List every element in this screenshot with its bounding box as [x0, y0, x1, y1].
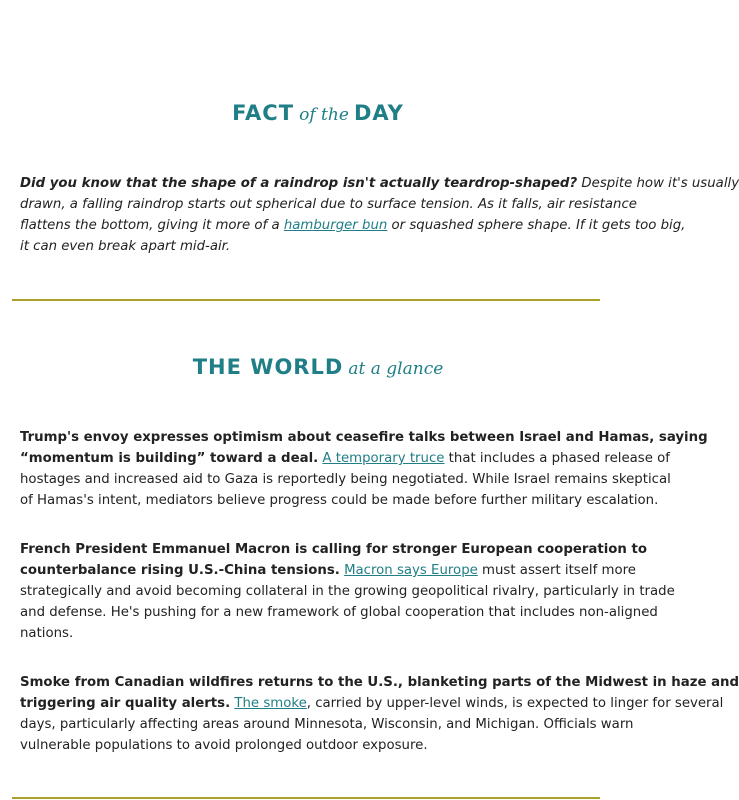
fact-line-1: [20, 173, 739, 194]
news-1-line-2-rest: that includes a phased release of: [444, 451, 670, 466]
news-item-wildfire-smoke: [20, 672, 739, 756]
hamburger-bun-link[interactable]: hamburger bun: [283, 218, 388, 233]
news-2-headline-end: counterbalance rising U.S.-China tensions.: [20, 563, 340, 578]
news-2-line-2-rest: must assert itself more: [477, 563, 636, 578]
fact-line-2: drawn, a falling raindrop starts out spherical due to surface tension. As it falls, air resistance: [20, 197, 637, 212]
news-2-line-1: French President Emmanuel Macron is calling for stronger European cooperation to: [20, 542, 648, 557]
news-item-ceasefire: [20, 427, 708, 511]
news-3-line-3: days, particularly affecting areas around Minnesota, Wisconsin, and Michigan. Officials warn: [20, 717, 634, 732]
news-item-macron: [20, 539, 675, 644]
heading-the-world: THE WORLD: [192, 355, 344, 379]
news-3-line-2-rest: , carried by upper-level winds, is expected to linger for several: [306, 696, 724, 711]
news-3-line-4: vulnerable populations to avoid prolonged outdoor exposure.: [20, 738, 428, 753]
macron-says-europe-link[interactable]: Macron says Europe: [344, 563, 478, 578]
heading-day-word: DAY: [354, 101, 404, 125]
news-1-line-2: [20, 448, 670, 469]
fact-line-1-rest: Despite how it's usually: [577, 176, 739, 191]
heading-at-a-glance: at a glance: [348, 359, 444, 379]
fact-line-3-a: flattens the bottom, giving it more of a: [20, 218, 284, 233]
news-1-headline-end: “momentum is building” toward a deal.: [20, 451, 319, 466]
heading-of-the-words: of the: [299, 105, 349, 125]
fact-line-4: it can even break apart mid-air.: [20, 239, 231, 254]
fact-of-the-day-heading: [36, 101, 600, 125]
fact-line-3-b: or squashed sphere shape. If it gets too big,: [387, 218, 686, 233]
news-2-line-3: strategically and avoid becoming collateral in the growing geopolitical rivalry, particularly in trade: [20, 584, 675, 599]
news-2-line-5: nations.: [20, 626, 74, 641]
news-1-line-1: Trump's envoy expresses optimism about ceasefire talks between Israel and Hamas, saying: [20, 430, 708, 445]
news-3-headline-end: triggering air quality alerts.: [20, 696, 231, 711]
news-2-line-4: and defense. He's pushing for a new framework of global cooperation that includes non-aligned: [20, 605, 658, 620]
fact-paragraph: [20, 173, 739, 257]
fact-line-3: [20, 215, 686, 236]
news-1-line-3: hostages and increased aid to Gaza is reportedly being negotiated. While Israel remains skeptical: [20, 472, 671, 487]
news-2-line-2: [20, 560, 660, 581]
section-divider: [12, 299, 600, 301]
news-3-line-1: Smoke from Canadian wildfires returns to the U.S., blanketing parts of the Midwest in haze and: [20, 675, 739, 690]
temporary-truce-link[interactable]: A temporary truce: [322, 451, 445, 466]
section-divider-bottom: [12, 797, 600, 799]
fact-lead-question: Did you know that the shape of a raindrop isn't actually teardrop-shaped?: [20, 176, 578, 191]
news-3-line-2: [20, 693, 724, 714]
heading-fact-word: FACT: [232, 101, 295, 125]
world-at-a-glance-heading: [36, 355, 600, 379]
the-smoke-link[interactable]: The smoke: [234, 696, 307, 711]
news-1-line-4: of Hamas's intent, mediators believe progress could be made before further military escalation.: [20, 493, 659, 508]
